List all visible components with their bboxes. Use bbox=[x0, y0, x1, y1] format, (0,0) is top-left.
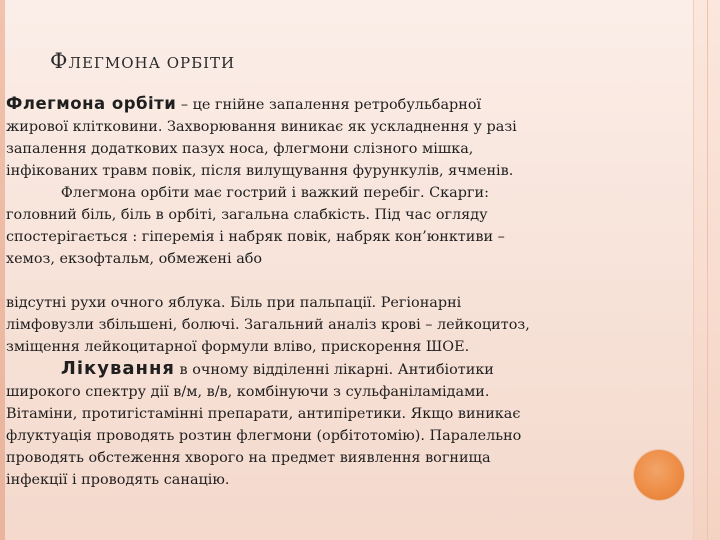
text-line: інфікованих травм повік, після вилущування фурункулів, ячменів. bbox=[6, 163, 514, 179]
text-line bbox=[6, 93, 696, 116]
text-line: інфекції і проводять санацію. bbox=[6, 472, 230, 488]
text-line: Вітаміни, протигістамінні препарати, антипіретики. Якщо виникає bbox=[6, 406, 521, 422]
text-fragment: Флегмона орбіти має гострий і важкий перебіг. Скарги: bbox=[60, 185, 489, 201]
text-line: запалення додаткових пазух носа, флегмони слізного мішка, bbox=[6, 141, 474, 157]
paragraph-gap bbox=[6, 270, 696, 292]
text-line: флуктуація проводять розтин флегмони (орбітотомію). Паралельно bbox=[6, 428, 522, 444]
text-line: хемоз, екзофтальм, обмежені або bbox=[6, 251, 263, 267]
title-initial: Ф bbox=[50, 49, 69, 73]
text-line: головний біль, біль в орбіті, загальна слабкість. Під час огляду bbox=[6, 207, 488, 223]
text-line: широкого спектру дії в/м, в/в, комбінуючи з сульфаніламідами. bbox=[6, 384, 490, 400]
term-phlegmon: Флегмона орбіти bbox=[6, 94, 177, 113]
text-line bbox=[6, 182, 696, 204]
text-line: проводять обстеження хворого на предмет виявлення вогнища bbox=[6, 450, 491, 466]
text-line: жирової клітковини. Захворювання виникає як ускладнення у разі bbox=[6, 119, 517, 135]
text-fragment: в очному відділенні лікарні. Антибіотики bbox=[174, 362, 494, 378]
right-accent-line bbox=[707, 0, 708, 540]
slide-body bbox=[6, 93, 696, 491]
text-fragment: – це гнійне запалення ретробульбарної bbox=[176, 97, 482, 113]
decorative-circle bbox=[634, 450, 684, 500]
text-line bbox=[6, 358, 696, 381]
slide-title bbox=[50, 49, 235, 73]
text-line: відсутні рухи очного яблука. Біль при пальпації. Регіонарні bbox=[6, 295, 462, 311]
text-line: зміщення лейкоцитарної формули вліво, прискорення ШОЕ. bbox=[6, 339, 470, 355]
left-accent-bar bbox=[0, 0, 5, 540]
text-line: спостерігається : гіперемія і набряк повік, набряк кон’юнктиви – bbox=[6, 229, 505, 245]
text-line: лімфовузли збільшені, болючі. Загальний аналіз крові – лейкоцитоз, bbox=[6, 317, 530, 333]
title-rest: ЛЕГМОНА ОРБІТИ bbox=[68, 54, 236, 72]
term-treatment: Лікування bbox=[60, 358, 175, 379]
